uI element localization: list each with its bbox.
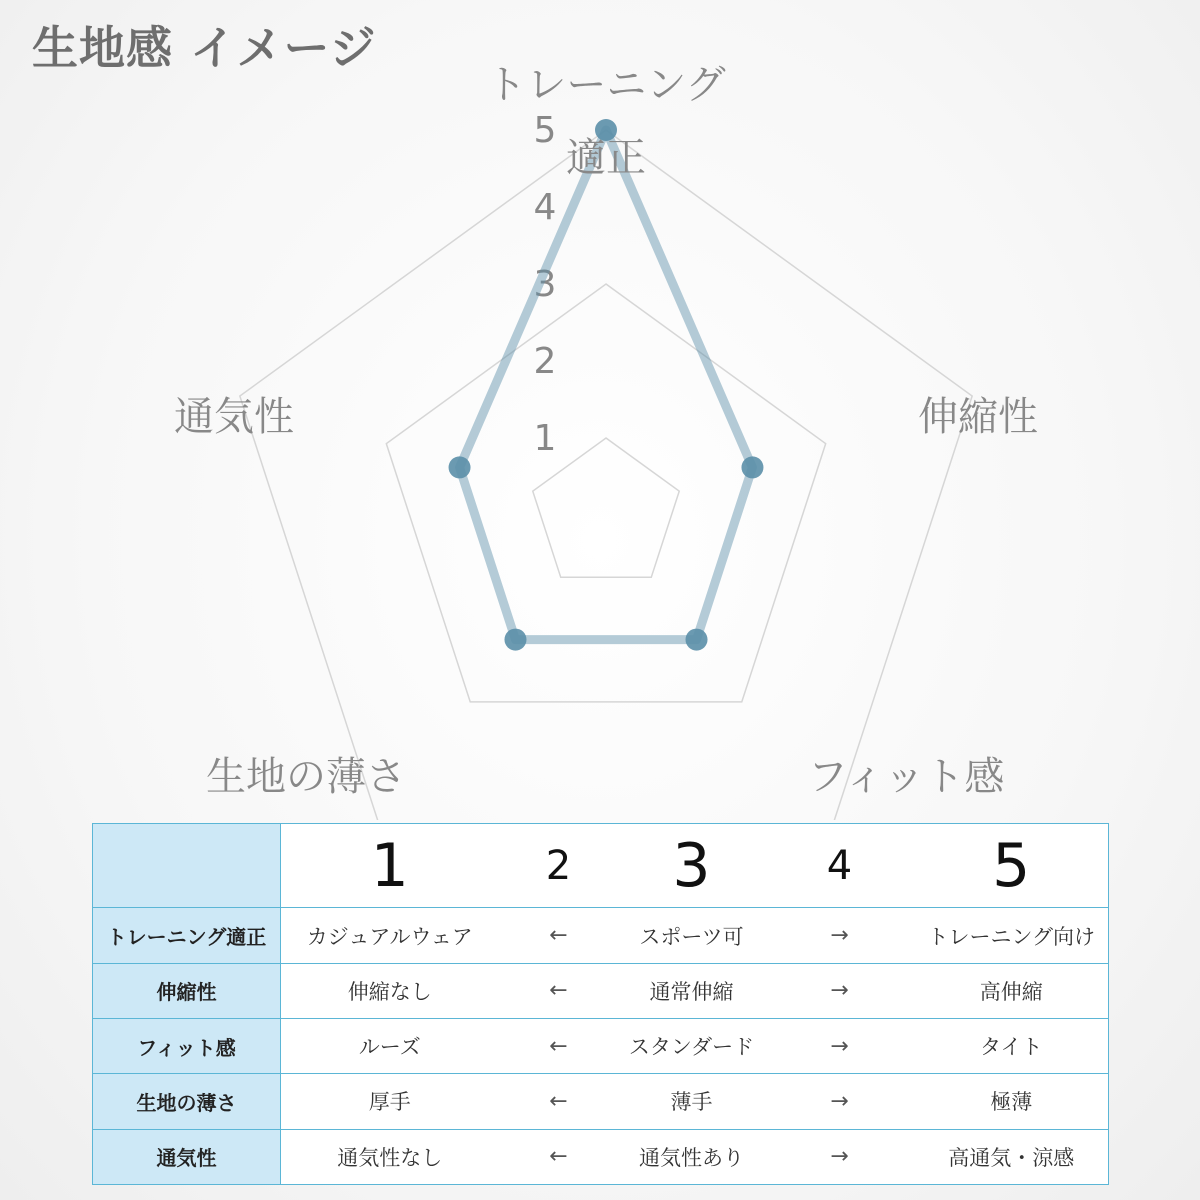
tick-label: 4 (533, 187, 557, 228)
axis-label: 通気性 (174, 394, 294, 440)
data-point (504, 629, 526, 651)
row-low-value: カジュアルウェア (281, 908, 499, 963)
scale-label-4: 4 (765, 824, 915, 908)
row-mid-value: スタンダード (619, 1019, 765, 1074)
axis-label: フィット感 (807, 754, 1005, 800)
tick-label: 3 (533, 264, 557, 305)
row-low-value: 通気性なし (281, 1129, 499, 1184)
row-label: 通気性 (93, 1129, 281, 1184)
table-row (93, 908, 1109, 963)
right-arrow: → (765, 1129, 915, 1184)
right-arrow: → (765, 1019, 915, 1074)
tick-label: 2 (533, 341, 557, 382)
row-high-value: 高伸縮 (915, 963, 1109, 1018)
left-arrow: ← (499, 1129, 619, 1184)
row-mid-value: 通常伸縮 (619, 963, 765, 1018)
tick-label: 5 (533, 110, 557, 151)
row-label: 生地の薄さ (93, 1074, 281, 1129)
left-arrow: ← (499, 1019, 619, 1074)
data-point (449, 456, 471, 478)
scale-label-5: 5 (915, 824, 1109, 908)
row-label: 伸縮性 (93, 963, 281, 1018)
axis-label: 適正 (566, 135, 646, 181)
row-high-value: 極薄 (915, 1074, 1109, 1129)
scale-row (93, 824, 1109, 908)
data-point (741, 456, 763, 478)
left-arrow: ← (499, 963, 619, 1018)
table-row (93, 1129, 1109, 1184)
row-low-value: 厚手 (281, 1074, 499, 1129)
scale-label-3: 3 (619, 824, 765, 908)
right-arrow: → (765, 963, 915, 1018)
left-arrow: ← (499, 908, 619, 963)
row-high-value: トレーニング向け (915, 908, 1109, 963)
left-arrow: ← (499, 1074, 619, 1129)
axis-label: 伸縮性 (918, 394, 1038, 440)
data-point (686, 629, 708, 651)
row-low-value: 伸縮なし (281, 963, 499, 1018)
axis-label: トレーニング (486, 62, 726, 108)
table-row (93, 963, 1109, 1018)
legend-table (92, 823, 1109, 1185)
row-mid-value: スポーツ可 (619, 908, 765, 963)
table-row (93, 1019, 1109, 1074)
page-title: 生地感 イメージ (32, 21, 377, 75)
scale-header-cell (93, 824, 281, 908)
scale-label-2: 2 (499, 824, 619, 908)
row-label: フィット感 (93, 1019, 281, 1074)
right-arrow: → (765, 908, 915, 963)
row-mid-value: 通気性あり (619, 1129, 765, 1184)
row-label: トレーニング適正 (93, 908, 281, 963)
row-high-value: 高通気・涼感 (915, 1129, 1109, 1184)
table-row (93, 1074, 1109, 1129)
row-high-value: タイト (915, 1019, 1109, 1074)
axis-label: 生地の薄さ (206, 754, 406, 800)
row-low-value: ルーズ (281, 1019, 499, 1074)
row-mid-value: 薄手 (619, 1074, 765, 1129)
right-arrow: → (765, 1074, 915, 1129)
tick-label: 1 (533, 418, 557, 459)
series-line (460, 130, 753, 640)
grid-ring (240, 130, 972, 820)
scale-label-1: 1 (281, 824, 499, 908)
